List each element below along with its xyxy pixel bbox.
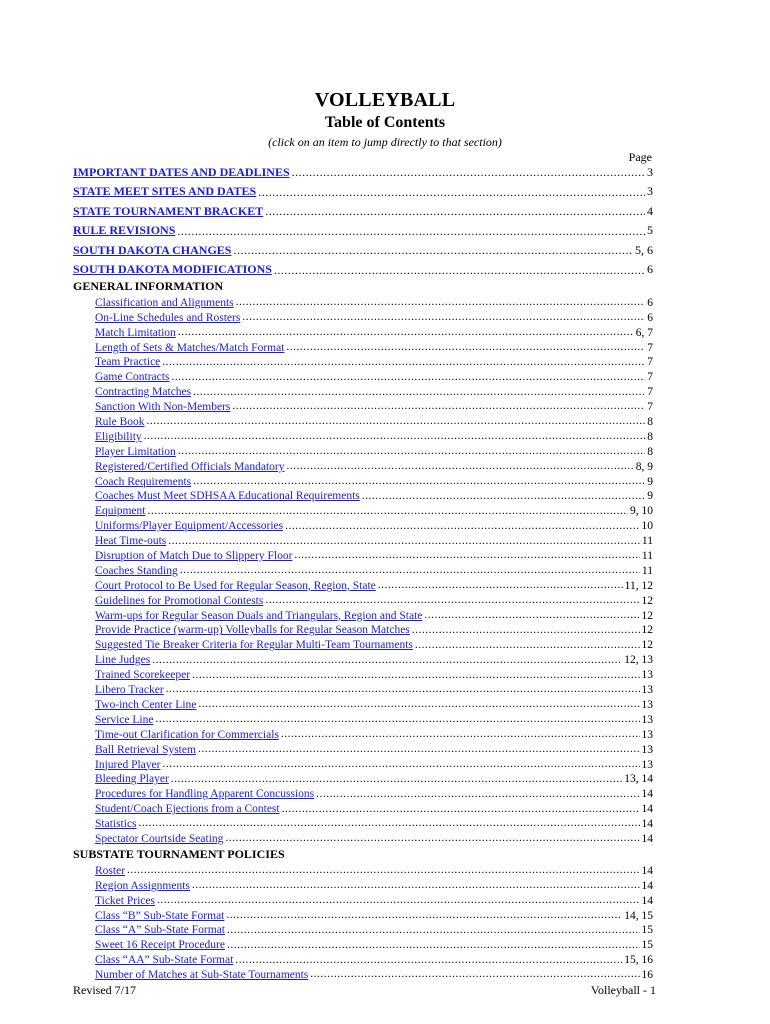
- toc-entry[interactable]: [73, 830, 653, 845]
- toc-entry-page: 14: [641, 879, 653, 892]
- dot-leader: [192, 879, 640, 892]
- dot-leader: [225, 832, 639, 845]
- toc-entry-page: 7: [647, 401, 653, 414]
- dot-leader: [227, 924, 640, 937]
- toc-entry-link[interactable]: RULE REVISIONS: [73, 223, 176, 237]
- toc-entry[interactable]: [73, 258, 653, 278]
- toc-entry[interactable]: [73, 413, 653, 428]
- toc-entry-page: 13: [641, 728, 653, 741]
- toc-entry-page: 7: [647, 356, 653, 369]
- dot-leader: [127, 864, 639, 877]
- toc-entry[interactable]: [73, 907, 653, 922]
- toc-entry-page: 9, 10: [630, 505, 653, 518]
- toc-entry[interactable]: [73, 488, 653, 503]
- dot-leader: [147, 415, 646, 428]
- toc-entry[interactable]: [73, 607, 653, 622]
- main-entries-list: [73, 160, 653, 277]
- toc-entry[interactable]: [73, 294, 653, 309]
- dot-leader: [193, 475, 645, 488]
- toc-entry[interactable]: [73, 562, 653, 577]
- toc-entry-page: 3: [647, 184, 653, 198]
- toc-entry-page: 11: [641, 550, 653, 563]
- dot-leader: [155, 713, 639, 726]
- toc-entry-link[interactable]: On-Line Schedules and Rosters: [95, 311, 241, 324]
- toc-entry[interactable]: [73, 309, 653, 324]
- dot-leader: [294, 549, 640, 562]
- toc-entry-link[interactable]: Number of Matches at Sub-State Tournaments: [95, 969, 309, 982]
- toc-entry-page: 8: [647, 430, 653, 443]
- toc-entry-link[interactable]: Service Line: [95, 713, 154, 726]
- toc-entry-link[interactable]: Classification and Alignments: [95, 296, 234, 309]
- dot-leader: [178, 445, 645, 458]
- toc-entry-page: 16: [641, 969, 653, 982]
- dot-leader: [285, 520, 639, 533]
- general-entries-list: [73, 294, 653, 845]
- toc-entry[interactable]: [73, 711, 653, 726]
- toc-entry-page: 8, 9: [635, 460, 653, 473]
- general-information-heading: GENERAL INFORMATION: [73, 279, 224, 293]
- toc-entry-link[interactable]: Coaches Standing: [95, 564, 178, 577]
- click-instruction: (click on an item to jump directly to that section): [268, 135, 502, 149]
- dot-leader: [192, 669, 639, 682]
- document-title: VOLLEYBALL: [314, 89, 456, 111]
- toc-entry-page: 6, 7: [635, 326, 653, 339]
- toc-entry-link[interactable]: Game Contracts: [95, 371, 170, 384]
- toc-entry-link[interactable]: Warm-ups for Regular Season Duals and Triangulars, Region and State: [95, 609, 423, 622]
- toc-entry-link[interactable]: Player Limitation: [95, 445, 176, 458]
- toc-entry-link[interactable]: Line Judges: [95, 654, 151, 667]
- toc-entry-page: 13: [641, 669, 653, 682]
- dot-leader: [292, 166, 645, 179]
- toc-entry[interactable]: [73, 966, 653, 981]
- toc-entry[interactable]: [73, 636, 653, 651]
- toc-entry-page: 6: [647, 262, 653, 276]
- dot-leader: [171, 371, 645, 384]
- dot-leader: [310, 968, 639, 981]
- dot-leader: [171, 773, 622, 786]
- dot-leader: [286, 341, 645, 354]
- dot-leader: [274, 264, 645, 277]
- toc-entry-link[interactable]: Registered/Certified Officials Mandatory: [95, 460, 285, 473]
- dot-leader: [180, 564, 640, 577]
- toc-entry-link[interactable]: Libero Tracker: [95, 684, 164, 697]
- toc-entry-link[interactable]: STATE MEET SITES AND DATES: [73, 184, 257, 198]
- toc-entry-link[interactable]: IMPORTANT DATES AND DEADLINES: [73, 164, 290, 179]
- toc-entry[interactable]: [73, 622, 653, 637]
- toc-entry-page: 9: [647, 475, 653, 488]
- dot-leader: [198, 698, 639, 711]
- dot-leader: [378, 579, 623, 592]
- toc-entry-link[interactable]: Guidelines for Promotional Contests: [95, 594, 264, 607]
- page-number: Volleyball - 1: [590, 983, 656, 997]
- toc-entry[interactable]: [73, 936, 653, 951]
- toc-entry-link[interactable]: Suggested Tie Breaker Criteria for Regular Multi-Team Tournaments: [95, 639, 413, 652]
- toc-entry-page: 14: [641, 832, 653, 845]
- toc-entry-link[interactable]: Eligibility: [95, 430, 142, 443]
- toc-entry-page: 12: [641, 639, 653, 652]
- toc-entry-link[interactable]: Court Protocol to Be Used for Regular Season, Region, State: [95, 579, 376, 592]
- toc-entry-page: 14: [641, 803, 653, 816]
- toc-entry-page: 14: [641, 894, 653, 907]
- substate-entries-list: [73, 862, 653, 981]
- dot-leader: [412, 624, 640, 637]
- toc-entry-link[interactable]: Injured Player: [95, 758, 161, 771]
- toc-entry[interactable]: [73, 238, 653, 258]
- dot-leader: [139, 817, 640, 830]
- revision-note: Revised 7/17: [73, 983, 136, 997]
- toc-entry-page: 11: [641, 564, 653, 577]
- toc-entry-link[interactable]: Class “AA” Sub-State Format: [95, 954, 234, 967]
- toc-entry[interactable]: [73, 324, 653, 339]
- toc-entry-link[interactable]: Team Practice: [95, 356, 161, 369]
- dot-leader: [265, 594, 639, 607]
- toc-entry[interactable]: [73, 862, 653, 877]
- table-of-contents: [73, 160, 653, 981]
- toc-entry[interactable]: [73, 800, 653, 815]
- toc-entry[interactable]: [73, 681, 653, 696]
- toc-entry[interactable]: [73, 815, 653, 830]
- toc-entry-page: 14: [641, 864, 653, 877]
- toc-entry[interactable]: [73, 443, 653, 458]
- dot-leader: [235, 954, 622, 967]
- toc-entry-link[interactable]: Trained Scorekeeper: [95, 669, 191, 682]
- toc-entry-link[interactable]: Match Limitation: [95, 326, 176, 339]
- toc-entry[interactable]: [73, 502, 653, 517]
- toc-entry-link[interactable]: Two-inch Center Line: [95, 698, 197, 711]
- toc-entry[interactable]: [73, 951, 653, 966]
- toc-entry-page: 4: [647, 203, 653, 218]
- toc-entry[interactable]: [73, 180, 653, 200]
- toc-entry-link[interactable]: Time-out Clarification for Commercials: [95, 728, 279, 741]
- toc-entry-page: 13: [641, 713, 653, 726]
- toc-entry-link[interactable]: Contracting Matches: [95, 386, 192, 399]
- toc-entry-page: 15: [641, 924, 653, 937]
- toc-entry-link[interactable]: Statistics: [95, 818, 137, 831]
- toc-entry-page: 12, 13: [624, 654, 653, 667]
- dot-leader: [227, 939, 640, 952]
- toc-entry[interactable]: [73, 339, 653, 354]
- toc-entry-link[interactable]: Bleeding Player: [95, 773, 169, 786]
- toc-entry-page: 3: [647, 164, 653, 179]
- toc-entry-page: 12: [641, 594, 653, 607]
- toc-entry[interactable]: [73, 592, 653, 607]
- dot-leader: [166, 683, 640, 696]
- toc-entry[interactable]: [73, 547, 653, 562]
- toc-entry-page: 7: [647, 371, 653, 384]
- dot-leader: [168, 535, 640, 548]
- toc-entry-page: 13: [641, 698, 653, 711]
- toc-entry[interactable]: [73, 922, 653, 937]
- toc-entry[interactable]: [73, 726, 653, 741]
- dot-leader: [362, 490, 645, 503]
- dot-leader: [265, 205, 645, 218]
- dot-leader: [415, 639, 640, 652]
- toc-entry[interactable]: [73, 877, 653, 892]
- toc-entry-page: 5: [647, 223, 653, 237]
- toc-entry[interactable]: [73, 651, 653, 666]
- dot-leader: [157, 894, 640, 907]
- dot-leader: [162, 758, 639, 771]
- dot-leader: [178, 326, 634, 339]
- dot-leader: [236, 296, 646, 309]
- toc-entry-link[interactable]: Heat Time-outs: [95, 535, 167, 548]
- toc-entry-link[interactable]: Length of Sets & Matches/Match Format: [95, 341, 285, 354]
- toc-entry-link[interactable]: Region Assignments: [95, 879, 190, 892]
- toc-entry-link[interactable]: STATE TOURNAMENT BRACKET: [73, 203, 264, 218]
- toc-entry-link[interactable]: Student/Coach Ejections from a Contest: [95, 803, 280, 816]
- dot-leader: [177, 225, 645, 238]
- toc-entry-page: 14: [641, 788, 653, 801]
- toc-entry[interactable]: [73, 696, 653, 711]
- toc-entry[interactable]: [73, 577, 653, 592]
- document-subtitle: Table of Contents: [324, 114, 446, 131]
- toc-entry-link[interactable]: Sanction With Non-Members: [95, 401, 231, 414]
- toc-entry-link[interactable]: Sweet 16 Receipt Procedure: [95, 939, 225, 952]
- toc-entry-page: 8: [647, 416, 653, 429]
- toc-entry-link[interactable]: Equipment: [95, 505, 146, 518]
- toc-entry-page: 8: [647, 445, 653, 458]
- toc-entry-page: 5, 6: [635, 242, 653, 257]
- dot-leader: [316, 788, 639, 801]
- toc-entry-page: 12: [641, 609, 653, 622]
- dot-leader: [152, 654, 622, 667]
- toc-entry[interactable]: [73, 771, 653, 786]
- toc-entry[interactable]: [73, 368, 653, 383]
- dot-leader: [281, 728, 640, 741]
- toc-entry[interactable]: [73, 428, 653, 443]
- toc-entry-page: 14: [641, 818, 653, 831]
- dot-leader: [226, 909, 622, 922]
- toc-entry-page: 11: [641, 535, 653, 548]
- toc-entry-page: 13: [641, 758, 653, 771]
- toc-entry-link[interactable]: Ball Retrieval System: [95, 743, 196, 756]
- toc-entry-link[interactable]: Procedures for Handling Apparent Concussions: [95, 788, 315, 801]
- toc-entry-link[interactable]: Roster: [95, 864, 126, 877]
- toc-entry[interactable]: [73, 756, 653, 771]
- toc-entry[interactable]: [73, 666, 653, 681]
- substate-policies-heading: SUBSTATE TOURNAMENT POLICIES: [73, 846, 285, 861]
- toc-entry[interactable]: [73, 517, 653, 532]
- dot-leader: [242, 311, 645, 324]
- toc-entry[interactable]: [73, 458, 653, 473]
- toc-entry[interactable]: [73, 354, 653, 369]
- toc-entry-page: 6: [647, 311, 653, 324]
- toc-entry[interactable]: [73, 199, 653, 219]
- dot-leader: [233, 244, 633, 257]
- toc-entry-page: 6: [647, 296, 653, 309]
- toc-entry-link[interactable]: Class “B” Sub-State Format: [95, 909, 225, 922]
- toc-entry-link[interactable]: SOUTH DAKOTA CHANGES: [73, 242, 232, 257]
- toc-entry[interactable]: [73, 398, 653, 413]
- toc-entry[interactable]: [73, 160, 653, 180]
- toc-entry[interactable]: [73, 383, 653, 398]
- dot-leader: [198, 743, 640, 756]
- toc-entry-page: 13: [641, 684, 653, 697]
- dot-leader: [144, 430, 646, 443]
- toc-entry-link[interactable]: Ticket Prices: [95, 894, 155, 907]
- toc-entry-link[interactable]: Rule Book: [95, 416, 145, 429]
- toc-entry-link[interactable]: Provide Practice (warm-up) Volleyballs for Regular Season Matches: [95, 624, 410, 637]
- dot-leader: [286, 460, 633, 473]
- page-column-label: Page: [628, 150, 652, 164]
- toc-entry-page: 7: [647, 341, 653, 354]
- toc-entry-page: 13, 14: [624, 773, 653, 786]
- toc-entry-link[interactable]: Uniforms/Player Equipment/Accessories: [95, 520, 284, 533]
- toc-entry-page: 15: [641, 939, 653, 952]
- toc-entry-link[interactable]: Coaches Must Meet SDHSAA Educational Requirements: [95, 490, 360, 503]
- toc-entry[interactable]: [73, 219, 653, 239]
- toc-entry[interactable]: [73, 741, 653, 756]
- toc-entry-page: 10: [641, 520, 653, 533]
- toc-entry-page: 14, 15: [624, 909, 653, 922]
- toc-entry-page: 11, 12: [624, 579, 653, 592]
- toc-entry-page: 7: [647, 386, 653, 399]
- toc-entry-link[interactable]: SOUTH DAKOTA MODIFICATIONS: [73, 262, 272, 276]
- toc-entry[interactable]: [73, 785, 653, 800]
- dot-leader: [193, 386, 645, 399]
- toc-entry-page: 9: [647, 490, 653, 503]
- dot-leader: [232, 400, 645, 413]
- toc-entry-page: 15, 16: [624, 954, 653, 967]
- dot-leader: [282, 803, 640, 816]
- dot-leader: [424, 609, 639, 622]
- toc-entry-page: 13: [641, 743, 653, 756]
- dot-leader: [162, 356, 645, 369]
- dot-leader: [147, 505, 628, 518]
- toc-entry-link[interactable]: Coach Requirements: [95, 475, 192, 488]
- dot-leader: [258, 186, 645, 199]
- toc-entry[interactable]: [73, 532, 653, 547]
- toc-entry-link[interactable]: Class “A” Sub-State Format: [95, 924, 225, 937]
- toc-entry-page: 12: [641, 624, 653, 637]
- toc-entry[interactable]: [73, 892, 653, 907]
- toc-entry-link[interactable]: Disruption of Match Due to Slippery Floor: [95, 550, 293, 563]
- toc-entry[interactable]: [73, 473, 653, 488]
- toc-entry-link[interactable]: Spectator Courtside Seating: [95, 832, 224, 845]
